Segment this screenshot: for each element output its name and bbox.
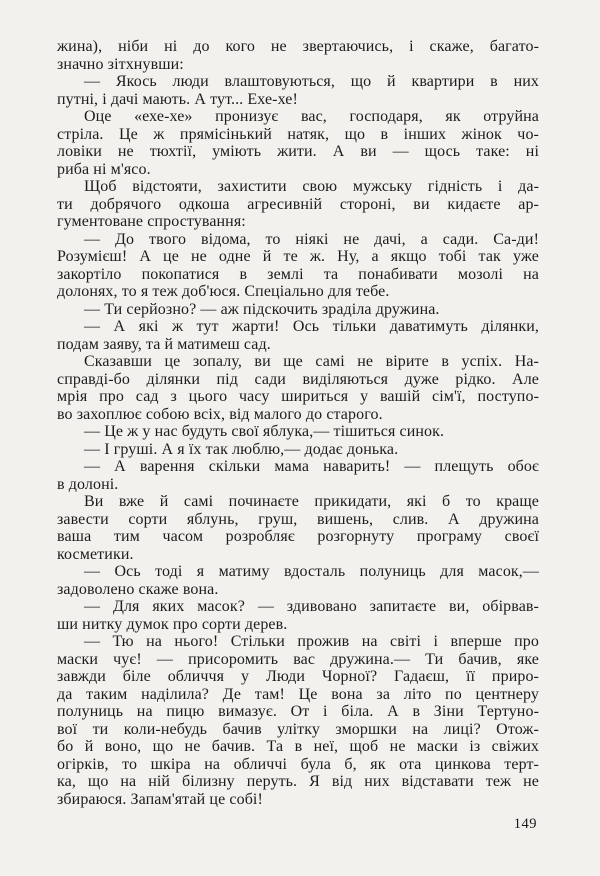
text-line: — Ти серйозно? — аж підскочить зраділа дружина. <box>84 300 440 318</box>
text-line: — Тю на нього! Стільки прожив на світі і вперше про <box>84 633 539 650</box>
text-line: ка, що на ній білизну перуть. Я від них відставати теж не <box>57 773 539 790</box>
text-line: во захоплює собою всіх, від малого до старого. <box>57 405 383 423</box>
text-line: — Якось люди влаштовуються, що й квартири в них <box>84 73 539 90</box>
text-line: Щоб відстояти, захистити свою мужську гідність і да- <box>84 178 539 195</box>
text-line: збираюся. Запам'ятай це собі! <box>57 790 263 808</box>
text-line: ваша тим часом розробляє розгорнуту програму своєї <box>57 528 539 545</box>
text-line: ловіки не тюхтії, уміють жити. А ви — щось таке: ні <box>57 143 539 160</box>
text-line: Оце «ехе-хе» пронизує вас, господаря, як отруйна <box>84 108 539 125</box>
text-line: огірків, то шкіра на обличчі була б, як ота цинкова терт- <box>57 755 539 773</box>
text-line: вої ти коли-небудь бачив улітку зморшки на лиці? Отож- <box>57 720 539 738</box>
text-line: закортіло покопатися в землі та понабивати мозолі на <box>57 265 539 283</box>
text-line: маски чує! — присоромить вас дружина.— Ти бачив, яке <box>57 650 539 668</box>
text-line: подам заяву, та й матимеш сад. <box>57 335 271 353</box>
text-line: завжди біле обличчя у Люди Чорної? Гадаєш, її приро- <box>57 668 539 685</box>
page-text-block <box>57 38 539 808</box>
text-line: гументоване спростування: <box>57 213 246 230</box>
text-line: справді-бо ділянки під сади виділяються дуже рідко. Але <box>57 370 539 388</box>
text-line: риба ні м'ясо. <box>57 160 151 178</box>
text-line: ши нитку думок про сорти дерев. <box>57 615 288 633</box>
page-number: 149 <box>513 816 537 832</box>
text-line: завести сорти яблунь, груш, вишень, слив. А дружина <box>57 510 539 528</box>
text-line: жина), ніби ні до кого не звертаючись, і скаже, багато- <box>57 38 539 55</box>
text-line: — Це ж у нас будуть свої яблука,— тішиться синок. <box>84 423 445 440</box>
text-line: — Ось тоді я матиму вдосталь полуниць для масок,— <box>84 563 539 580</box>
text-line: полуниць на пицю вимазує. От і біла. А в Зіни Тертуно- <box>57 703 539 720</box>
text-line: косметики. <box>57 545 134 563</box>
text-line: да таким наділила? Де там! Це вона за літо по центнеру <box>57 685 539 703</box>
text-line: Сказавши це зопалу, ви ще самі не вірите в успіх. На- <box>84 353 539 370</box>
text-line: путні, і дачі мають. А тут... Ехе-хе! <box>57 90 298 108</box>
text-line: стріла. Це ж прямісінький натяк, що в інших жінок чо- <box>57 125 539 143</box>
text-line: значно зітхнувши: <box>57 55 184 73</box>
text-line: — А варення скільки мама наварить! — плещуть обоє <box>84 458 539 475</box>
text-line: Розумієш! А це не одне й те ж. Ну, а якщо тобі так уже <box>57 248 539 265</box>
text-line: мрія про сад з цього часу шириться у вашій сім'ї, поступо- <box>57 388 539 405</box>
text-line: — Для яких масок? — здивовано запитаєте ви, обірвав- <box>84 598 539 615</box>
text-line: — А які ж тут жарти! Ось тільки даватимуть ділянки, <box>84 318 539 335</box>
text-line: бо й воно, що не бачив. Та в неї, щоб не маски із свіжих <box>57 738 539 755</box>
text-line: Ви вже й самі починаєте прикидати, які б то краще <box>84 493 539 510</box>
text-line: — І груші. А я їх так люблю,— додає донька. <box>84 440 399 458</box>
text-line: ти добрячого одкоша агресивній стороні, ви кидаєте ар- <box>57 195 539 213</box>
text-line: задоволено скаже вона. <box>57 580 219 598</box>
text-line: долонях, то я теж доб'юся. Спеціально для тебе. <box>57 283 390 300</box>
text-line: — До твого відома, то ніякі не дачі, а сади. Са-ди! <box>84 230 539 248</box>
text-line: в долоні. <box>57 475 119 493</box>
